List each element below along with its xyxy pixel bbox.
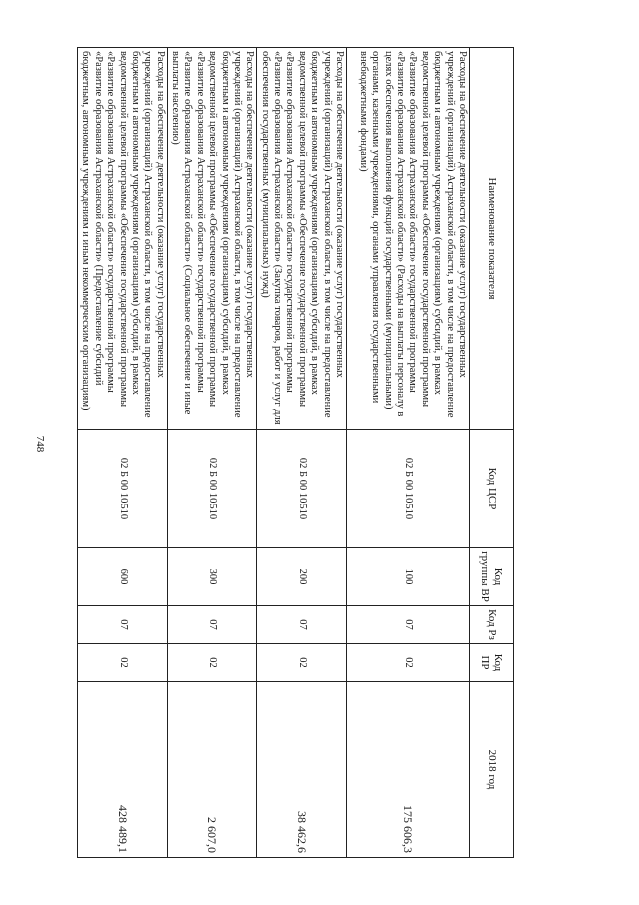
header-rz-code: Код Рз	[470, 606, 514, 644]
rotated-table-container	[80, 47, 514, 857]
row-vr-code: 600	[78, 548, 168, 606]
table-row	[347, 48, 470, 858]
row-name: Расходы на обеспечение деятельности (оказание услуг) государственных учреждений (организаций) Астраханской области, в том числе на предоставление бюджетным и автономным учреждениям (организациям) субсидий, в рамках ведомственной целевой программы «Обеспечение государственной программы «Развитие образования Астраханской области» государственной программы «Развитие образования Астраханской области» (Закупка товаров, работ и услуг для обеспечения государственных (муниципальных) нужд)	[257, 48, 347, 430]
table-header-row	[470, 48, 514, 858]
row-rz-code: 07	[78, 606, 168, 644]
row-pr-code: 02	[257, 644, 347, 682]
budget-table-wrapper	[80, 47, 514, 857]
row-amount: 38 462,6	[257, 682, 347, 858]
row-pr-code: 02	[78, 644, 168, 682]
row-vr-code: 200	[257, 548, 347, 606]
row-amount: 175 606,3	[347, 682, 470, 858]
row-rz-code: 07	[167, 606, 257, 644]
row-amount: 2 607,0	[167, 682, 257, 858]
row-pr-code: 02	[167, 644, 257, 682]
page-number: 748	[34, 435, 46, 453]
row-rz-code: 07	[257, 606, 347, 644]
row-csr-code: 02 Б 00 10510	[167, 430, 257, 548]
row-vr-code: 100	[347, 548, 470, 606]
table-row	[167, 48, 257, 858]
row-rz-code: 07	[347, 606, 470, 644]
row-csr-code: 02 Б 00 10510	[257, 430, 347, 548]
header-year-2018: 2018 год	[470, 682, 514, 858]
row-vr-code: 300	[167, 548, 257, 606]
row-name: Расходы на обеспечение деятельности (оказание услуг) государственных учреждений (организаций) Астраханской области, в том числе на предоставление бюджетным и автономным учреждениям (организациям) субсидий, в рамках ведомственной целевой программы «Обеспечение государственной программы «Развитие образования Астраханской области» государственной программы «Развитие образования Астраханской области» (Расходы на выплаты персоналу в целях обеспечения выполнения функций государственными (муниципальными) органами, казенными учреждениями, органами управления государственными внебюджетными фондами)	[347, 48, 470, 430]
row-name: Расходы на обеспечение деятельности (оказание услуг) государственных учреждений (организаций) Астраханской области, в том числе на предоставление бюджетным и автономным учреждениям (организациям) субсидий, в рамках ведомственной целевой программы «Обеспечение государственной программы «Развитие образования Астраханской области» государственной программы «Развитие образования Астраханской области» (Предоставление субсидий бюджетным, автономным учреждениям и иным некоммерческим организациям)	[78, 48, 168, 430]
budget-table	[77, 47, 514, 858]
header-pr-code: Код ПР	[470, 644, 514, 682]
row-name: Расходы на обеспечение деятельности (оказание услуг) государственных учреждений (организаций) Астраханской области, в том числе на предоставление бюджетным и автономным учреждениям (организациям) субсидий, в рамках ведомственной целевой программы «Обеспечение государственной программы «Развитие образования Астраханской области» государственной программы «Развитие образования Астраханской области» (Социальное обеспечение и иные выплаты населению)	[167, 48, 257, 430]
row-csr-code: 02 Б 00 10510	[347, 430, 470, 548]
row-amount: 428 489,1	[78, 682, 168, 858]
table-row	[257, 48, 347, 858]
header-csr-code: Код ЦСР	[470, 430, 514, 548]
row-csr-code: 02 Б 00 10510	[78, 430, 168, 548]
header-name: Наименование показателя	[470, 48, 514, 430]
table-row	[78, 48, 168, 858]
header-vr-code: Код группы ВР	[470, 548, 514, 606]
row-pr-code: 02	[347, 644, 470, 682]
